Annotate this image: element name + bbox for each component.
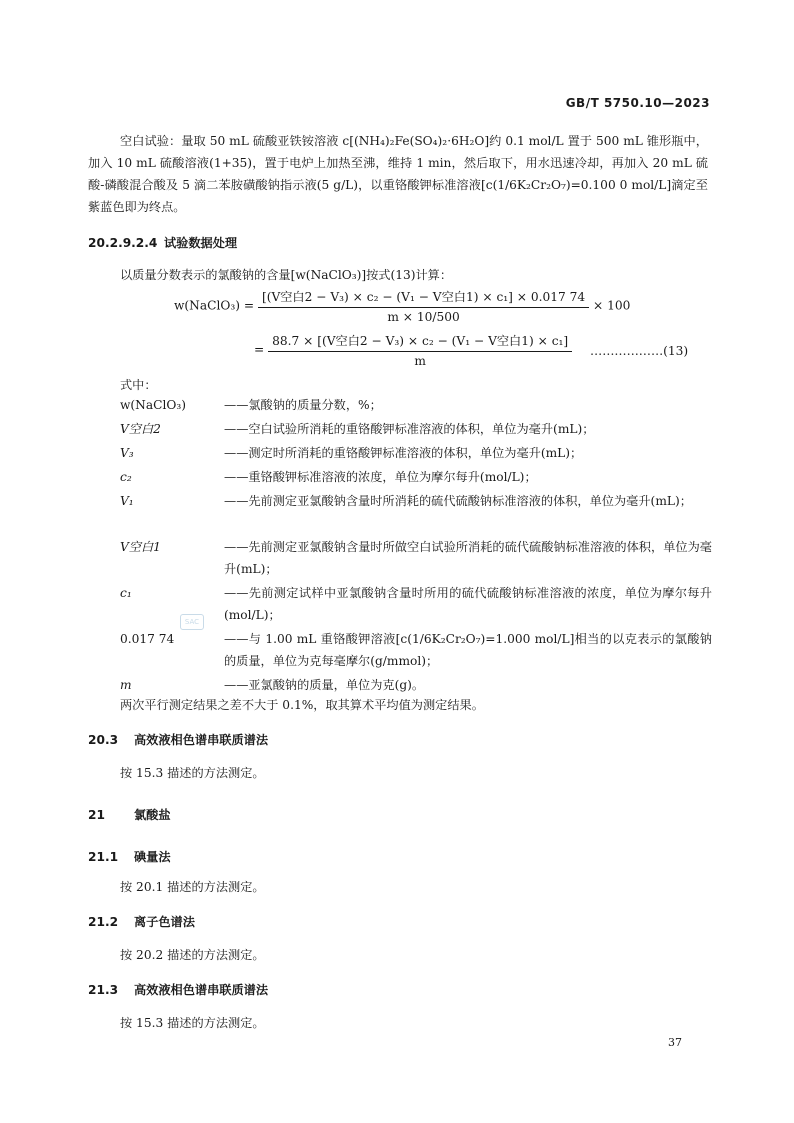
- where-label: 式中：: [120, 378, 157, 392]
- blank-test-paragraph: 空白试验：量取 50 mL 硫酸亚铁铵溶液 c[(NH₄)₂Fe(SO₄)₂·6H₂O]约 0.1 mol/L 置于 500 mL 锥形瓶中，加入 10 mL 硫酸溶液(1+35)，置于电炉上加热至沸，维持 1 min，然后取下，用水迅速冷却，再加入 20 mL 硫酸-磷酸混合酸及 5 滴二苯胺磺酸钠指示液(5 g/L)，以重铬酸钾标准溶液[c(1/6K₂Cr₂O₇)=0.100 0 mol/L]滴定至紫蓝色即为终点。: [88, 134, 708, 214]
- sac-watermark: SAC: [180, 614, 204, 630]
- definition-symbol: c₁: [120, 586, 132, 600]
- page-number: 37: [668, 1036, 682, 1049]
- paragraph-21-3: 按 15.3 描述的方法测定。: [120, 1016, 265, 1030]
- section-heading-21-2: [88, 913, 195, 930]
- section-title: 高效液相色谱串联质谱法: [134, 983, 269, 997]
- formula-denominator-2: m: [414, 354, 426, 368]
- equation-number: ………………(13): [590, 344, 689, 358]
- definition-symbol: V空白1: [120, 540, 161, 554]
- formula-fraction-1: [258, 288, 589, 324]
- section-heading-21: [88, 806, 171, 823]
- definition-symbol: 0.017 74: [120, 632, 175, 646]
- section-title: 试验数据处理: [164, 236, 238, 250]
- paragraph-20-3: 按 15.3 描述的方法测定。: [120, 766, 265, 780]
- formula-multiplier: × 100: [593, 298, 631, 313]
- formula-line-2: [254, 332, 572, 368]
- definition-text: ——氯酸钠的质量分数，%；: [224, 398, 382, 412]
- section-title: 碘量法: [134, 850, 171, 864]
- section-heading-21-3: [88, 981, 268, 998]
- paragraph-21-2: 按 20.2 描述的方法测定。: [120, 948, 265, 962]
- formula-numerator-2: 88.7 × [(V空白2 − V₃) × c₂ − (V₁ − V空白1) × c₁]: [268, 332, 572, 352]
- formula-fraction-2: [268, 332, 572, 368]
- section-title: 离子色谱法: [134, 915, 195, 929]
- formula-line-1: [174, 288, 630, 324]
- definition-symbol: V空白2: [120, 422, 161, 436]
- formula-numerator-1: [(V空白2 − V₃) × c₂ − (V₁ − V空白1) × c₁] × 0.017 74: [258, 288, 589, 308]
- formula-denominator-1: m × 10/500: [387, 310, 460, 324]
- definition-text: ——先前测定试样中亚氯酸钠含量时所用的硫代硫酸钠标准溶液的浓度，单位为摩尔每升(mol/L)；: [224, 586, 712, 622]
- definition-text: ——亚氯酸钠的质量，单位为克(g)。: [224, 678, 425, 692]
- calculation-intro: 以质量分数表示的氯酸钠的含量[w(NaClO₃)]按式(13)计算：: [120, 268, 453, 282]
- definition-text: ——先前测定亚氯酸钠含量时所消耗的硫代硫酸钠标准溶液的体积，单位为毫升(mL)；: [224, 494, 692, 508]
- section-number: 20.3: [88, 733, 119, 747]
- section-heading-20-2-9-2-4: [88, 234, 237, 251]
- section-number: 21.3: [88, 983, 119, 997]
- paragraph-21-1: 按 20.1 描述的方法测定。: [120, 880, 265, 894]
- definition-symbol: w(NaClO₃): [120, 398, 186, 412]
- definition-text: ——重铬酸钾标准溶液的浓度，单位为摩尔每升(mol/L)；: [224, 470, 537, 484]
- section-number: 20.2.9.2.4: [88, 236, 158, 250]
- section-heading-21-1: [88, 848, 171, 865]
- definition-symbol: c₂: [120, 470, 132, 484]
- definition-text: ——空白试验所消耗的重铬酸钾标准溶液的体积，单位为毫升(mL)；: [224, 422, 595, 436]
- definition-text: ——测定时所消耗的重铬酸钾标准溶液的体积，单位为毫升(mL)；: [224, 446, 583, 460]
- definition-symbol: V₁: [120, 494, 134, 508]
- definition-text: ——与 1.00 mL 重铬酸钾溶液[c(1/6K₂Cr₂O₇)=1.000 mol/L]相当的以克表示的氯酸钠的质量，单位为克每毫摩尔(g/mmol)；: [224, 632, 712, 668]
- definition-symbol: m: [120, 678, 132, 692]
- section-number: 21: [88, 808, 105, 822]
- standard-code-header: GB/T 5750.10—2023: [565, 96, 710, 110]
- section-number: 21.1: [88, 850, 119, 864]
- section-title: 氯酸盐: [134, 808, 171, 822]
- section-number: 21.2: [88, 915, 119, 929]
- section-heading-20-3: [88, 731, 268, 748]
- precision-note: 两次平行测定结果之差不大于 0.1%，取其算术平均值为测定结果。: [120, 698, 484, 712]
- definition-text: ——先前测定亚氯酸钠含量时所做空白试验所消耗的硫代硫酸钠标准溶液的体积，单位为毫升(mL)；: [224, 540, 712, 576]
- section-title: 高效液相色谱串联质谱法: [134, 733, 269, 747]
- definition-symbol: V₃: [120, 446, 134, 460]
- formula-equals: =: [254, 342, 265, 357]
- formula-lhs: w(NaClO₃) =: [174, 298, 255, 313]
